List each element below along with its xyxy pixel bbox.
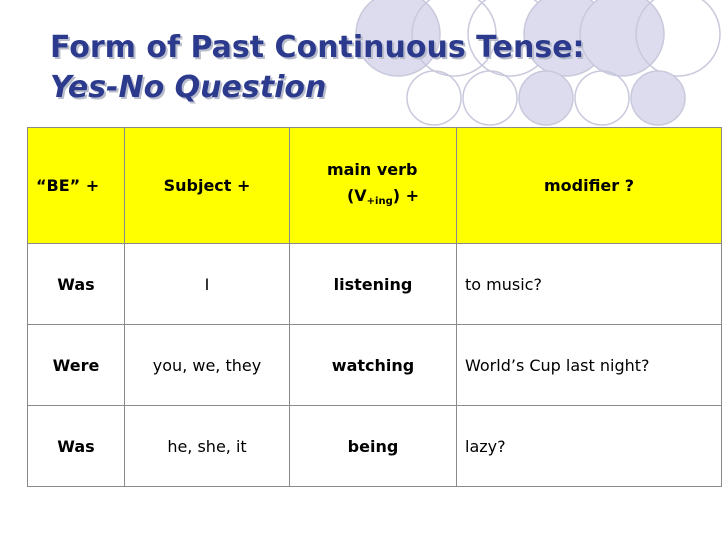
- header-subject: Subject +: [125, 128, 290, 244]
- cell-subject: I: [125, 244, 290, 325]
- cell-modifier: lazy?: [457, 406, 722, 487]
- grammar-table: [27, 127, 722, 487]
- decorative-circle: [631, 71, 685, 125]
- decorative-circle: [580, 0, 664, 76]
- title-line-1: Form of Past Continuous Tense:: [50, 30, 585, 65]
- cell-verb: listening: [290, 244, 457, 325]
- cell-verb: watching: [290, 325, 457, 406]
- table-header-row: [28, 128, 722, 244]
- cell-subject: he, she, it: [125, 406, 290, 487]
- table-row: [28, 244, 722, 325]
- cell-modifier: to music?: [457, 244, 722, 325]
- table-row: [28, 406, 722, 487]
- title-line-2: Yes-No Question: [50, 70, 327, 105]
- header-be: “BE” +: [28, 128, 125, 244]
- header-main-verb-close: ) +: [392, 185, 420, 205]
- cell-subject: you, we, they: [125, 325, 290, 406]
- header-main-verb-sub: +ing: [366, 195, 393, 207]
- header-main-verb: [290, 128, 457, 244]
- cell-modifier: World’s Cup last night?: [457, 325, 722, 406]
- cell-verb: being: [290, 406, 457, 487]
- cell-be: Was: [28, 406, 125, 487]
- header-main-verb-line1: main verb: [326, 159, 418, 179]
- slide-title: [50, 28, 585, 108]
- cell-be: Was: [28, 244, 125, 325]
- cell-be: Were: [28, 325, 125, 406]
- header-modifier: modifier ?: [457, 128, 722, 244]
- table-row: [28, 325, 722, 406]
- header-main-verb-v: (V: [346, 185, 367, 205]
